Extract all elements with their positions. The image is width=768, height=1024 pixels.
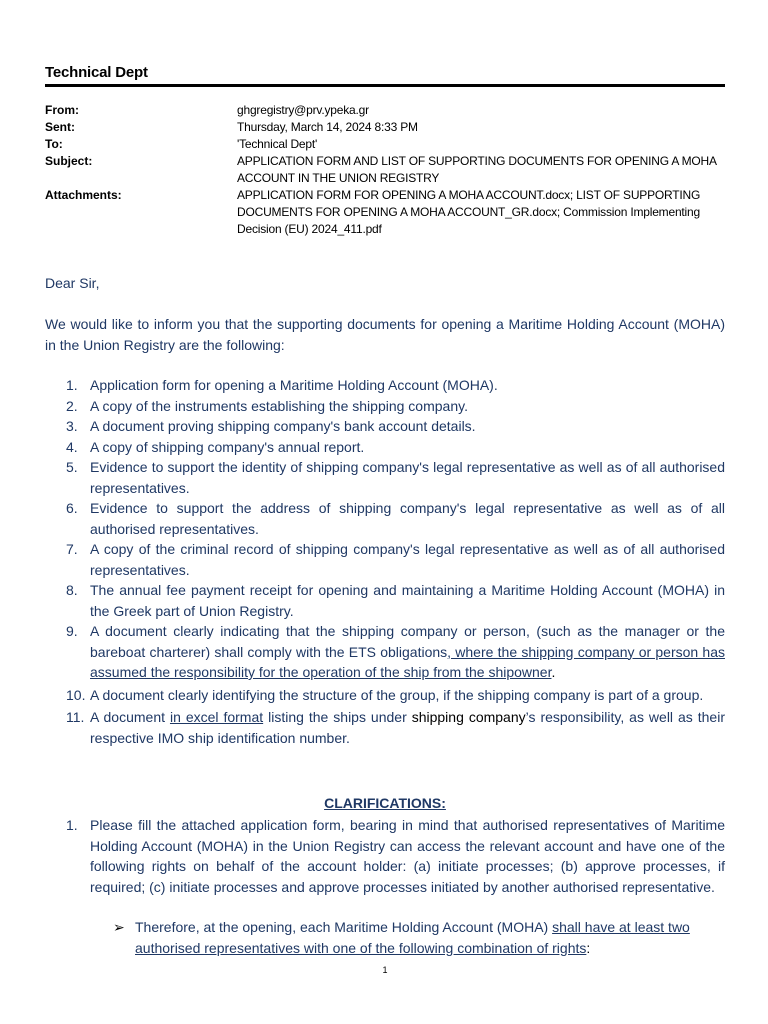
arrow-bullet-icon: ➢ [113,919,125,935]
title-divider [45,84,725,87]
list-item: 7. A copy of the criminal record of shipping company's legal representative as well as of all authorised representatives. [66,541,725,578]
list-item: 2. A copy of the instruments establishing the shipping company. [66,397,468,414]
subject-label: Subject: [45,154,93,168]
from-row [45,102,725,119]
sent-label: Sent: [45,120,75,134]
sent-row [45,119,725,136]
attachments-label: Attachments: [45,188,122,202]
underlined-text: , where the shipping company or person has assumed the responsibility for the operation of the ship from the shipowner [90,643,725,680]
list-item: 11. A document in excel format listing the ships under shipping company’s responsibility, as well as their respective IMO ship identification number. [66,709,725,746]
clarification-subpoint: ➢ Therefore, at the opening, each Maritime Holding Account (MOHA) shall have at least two authorised representatives with one of the following combination of rights: [113,919,690,956]
clarifications-list [45,815,725,897]
to-label: To: [45,137,63,151]
list-item: 6. Evidence to support the address of shipping company's legal representative as well as of all authorised representatives. [66,500,725,537]
list-item: 1. Please fill the attached application form, bearing in mind that authorised representatives of Maritime Holding Account (MOHA) in the Union Registry can access the relevant account and have one of the following rights on behalf of the account holder: (a) initiate processes; (b) approve processes, if required; (c) initiate processes and approve processes initiated by another authorised representative. [66,817,725,895]
attachments-row [45,187,725,238]
clarifications-heading: CLARIFICATIONS: [324,795,446,811]
sent-value: Thursday, March 14, 2024 8:33 PM [237,120,418,134]
list-item: 5. Evidence to support the identity of shipping company's legal representative as well as of all authorised representatives. [66,459,725,496]
underlined-text: in excel format [169,709,264,725]
to-value: 'Technical Dept' [237,137,318,151]
list-item: 1. Application form for opening a Maritime Holding Account (MOHA). [66,377,498,393]
list-item: 10. A document clearly identifying the structure of the group, if the shipping company is part of a group. [66,686,704,703]
from-label: From: [45,103,79,117]
supporting-documents-list [45,375,725,748]
list-item: 4. A copy of shipping company's annual report. [66,438,365,455]
from-value: ghgregistry@prv.ypeka.gr [237,103,369,117]
email-header [45,102,725,238]
page-number: 1 [382,965,388,975]
intro-paragraph: We would like to inform you that the supporting documents for opening a Maritime Holding Account (MOHA) in the Union Registry are the following: [45,316,725,353]
list-item: 9. A document clearly indicating that the shipping company or person, (such as the manager or the bareboat charterer) shall comply with the ETS obligations, where the shipping company or person has assumed the responsibility for the operation of the ship from the shipowner. [66,623,725,680]
page-title: Technical Dept [45,64,148,81]
list-item: 3. A document proving shipping company's bank account details. [66,418,476,434]
greeting: Dear Sir, [45,275,100,291]
list-item: 8. The annual fee payment receipt for opening and maintaining a Maritime Holding Account (MOHA) in the Greek part of Union Registry. [66,582,725,619]
subject-row [45,153,725,187]
attachments-value[interactable]: APPLICATION FORM FOR OPENING A MOHA ACCOUNT.docx; LIST OF SUPPORTING DOCUMENTS FOR OPENING A MOHA ACCOUNT_GR.docx; Commission Implementing Decision (EU) 2024_411.pdf [237,188,701,236]
underlined-text: shall have at least two authorised representatives with one of the following combination of rights [135,919,690,956]
subject-value: APPLICATION FORM AND LIST OF SUPPORTING DOCUMENTS FOR OPENING A MOHA ACCOUNT IN THE UNION REGISTRY [237,154,717,185]
to-row [45,136,725,153]
